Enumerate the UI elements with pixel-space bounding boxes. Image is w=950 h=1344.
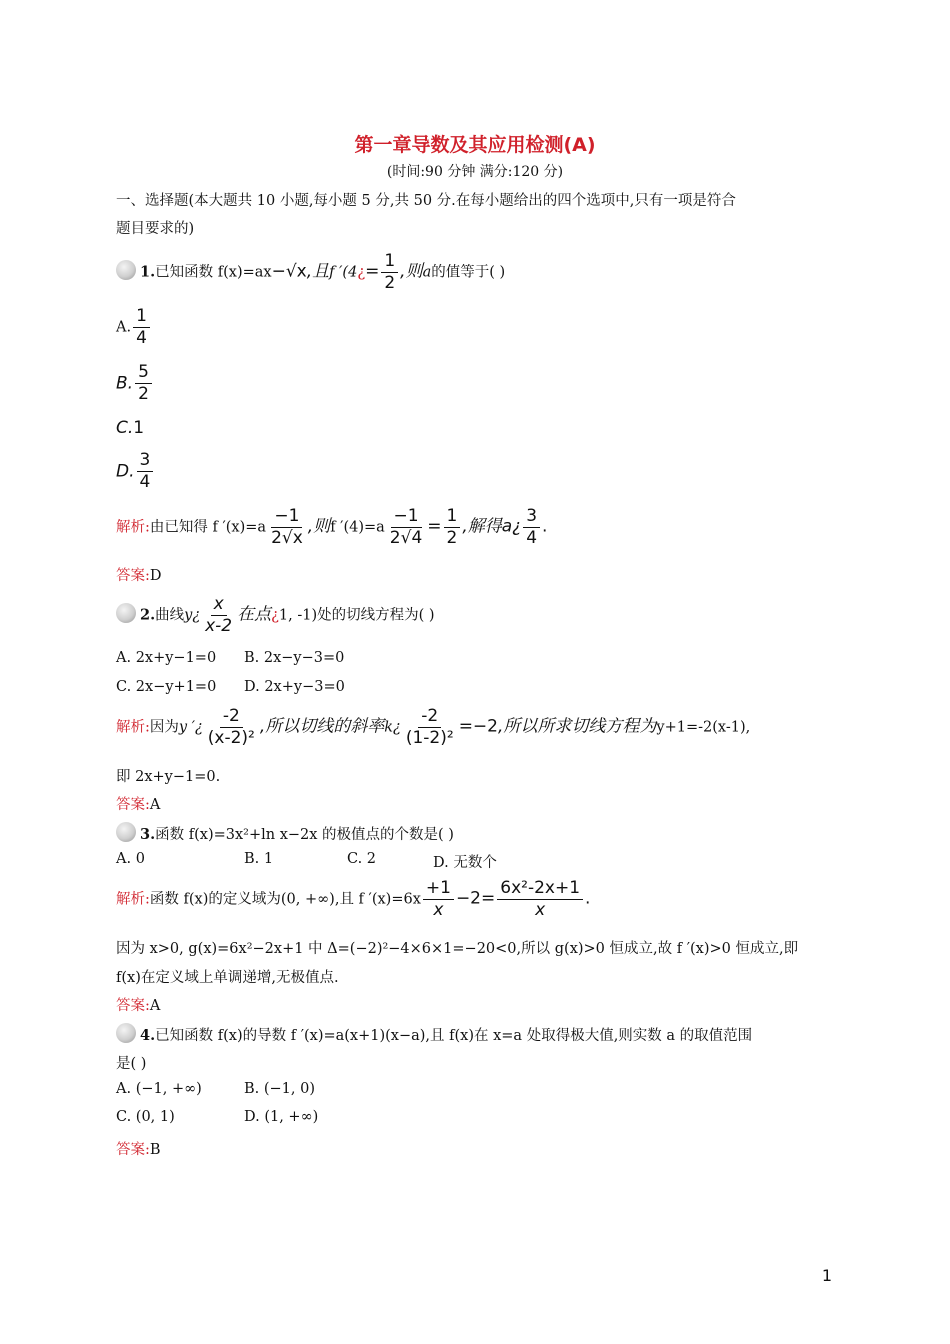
- q3-option-a: A. 0: [116, 851, 145, 867]
- q2-option-d: D. 2x+y−3=0: [244, 679, 345, 695]
- fraction-one-half: $\frac{1}{2}$: [381, 251, 398, 294]
- q1-option-a: A. $\frac{1}{4}$: [116, 306, 152, 349]
- q2-option-a: A. 2x+y−1=0: [116, 650, 217, 666]
- page-number: 1: [821, 1266, 832, 1285]
- q1-answer: 答案:D: [116, 568, 162, 584]
- q1-option-d: D. $\frac{3}{4}$: [116, 450, 155, 493]
- q3-option-d: D. 无数个: [433, 855, 497, 871]
- q4-option-a: A. (−1, +∞): [116, 1081, 202, 1097]
- q4-option-b: B. (−1, 0): [244, 1081, 316, 1097]
- q4-option-c: C. (0, 1): [116, 1109, 175, 1125]
- question-3-stem: 3.函数 f(x)=3x²+ln x−2x 的极值点的个数是( ): [116, 823, 454, 845]
- q3-analysis: 解析:函数 f(x)的定义域为(0, +∞),且 f ′(x)=6x $\frac{+1}{x}$ −2= $\frac{\text{6x²-2x+1}}{x}$ .: [116, 878, 591, 920]
- q3-option-b: B. 1: [244, 851, 274, 867]
- question-bullet-icon: [116, 1023, 136, 1043]
- page-title: 第一章导数及其应用检测(A): [354, 134, 596, 156]
- q3-analysis-line3: f(x)在定义域上单调递增,无极值点.: [116, 970, 339, 986]
- page-subtitle: (时间:90 分钟 满分:120 分): [386, 164, 564, 180]
- question-4-stem-line2: 是( ): [116, 1056, 147, 1072]
- q4-answer: 答案:B: [116, 1142, 161, 1158]
- question-2-stem: 2.曲线y¿ $\frac{x}{x-2}$ 在点¿1, -1)处的切线方程为( ): [116, 594, 435, 637]
- q1-option-c: C.1: [116, 418, 145, 438]
- section-heading-line2: 题目要求的): [116, 221, 195, 237]
- q1-analysis: 解析:由已知得 f ′(x)=a $\frac{-1}{2√x}$ ,则f ′(4)=a $\frac{-1}{2√4}$ = $\frac{1}{2}$ ,解得a¿ $\frac{3}{4}$ .: [116, 506, 548, 548]
- q4-option-d: D. (1, +∞): [244, 1109, 319, 1125]
- question-1-stem: 1.已知函数 f(x)=ax−√x,且f ′(4¿= $\frac{1}{2}$ ,则a的值等于( ): [116, 251, 505, 294]
- q2-option-b: B. 2x−y−3=0: [244, 650, 345, 666]
- q3-answer: 答案:A: [116, 998, 161, 1014]
- question-bullet-icon: [116, 260, 136, 280]
- q2-option-c: C. 2x−y+1=0: [116, 679, 217, 695]
- q2-analysis-line2: 即 2x+y−1=0.: [116, 769, 221, 785]
- question-bullet-icon: [116, 603, 136, 623]
- q3-option-c: C. 2: [347, 851, 377, 867]
- question-bullet-icon: [116, 822, 136, 842]
- q2-answer: 答案:A: [116, 797, 161, 813]
- q1-option-b: B. $\frac{5}{2}$: [116, 362, 154, 405]
- question-4-stem: 4.已知函数 f(x)的导数 f ′(x)=a(x+1)(x−a),且 f(x)在 x=a 处取得极大值,则实数 a 的取值范围: [116, 1024, 752, 1046]
- q3-analysis-line2: 因为 x>0, g(x)=6x²−2x+1 中 Δ=(−2)²−4×6×1=−20<0,所以 g(x)>0 恒成立,故 f ′(x)>0 恒成立,即: [116, 941, 799, 957]
- q2-analysis: 解析:因为y ′¿ $\frac{-2}{\text{(x-2)²}}$ ,所以切线的斜率k¿ $\frac{-2}{\text{(1-2)²}}$ =−2,所以所求切线方程为y+1=-2(x-1),: [116, 706, 751, 748]
- section-heading-line1: 一、选择题(本大题共 10 小题,每小题 5 分,共 50 分.在每小题给出的四个选项中,只有一项是符合: [116, 193, 736, 209]
